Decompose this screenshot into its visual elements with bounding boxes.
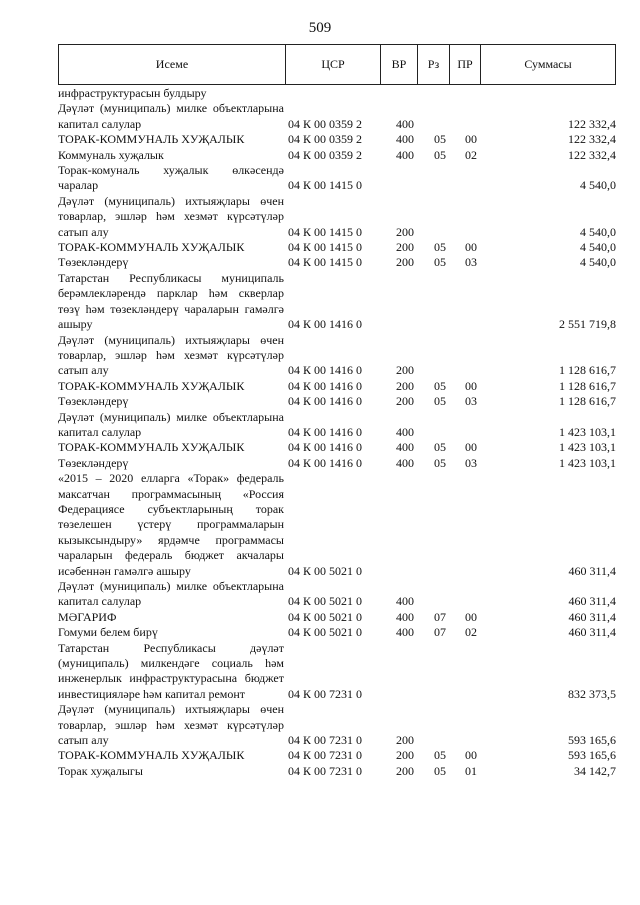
cell-rz: 07 — [434, 625, 446, 640]
cell-vr: 400 — [396, 132, 414, 147]
cell-csr: 04 К 00 5021 0 — [288, 609, 363, 624]
table-row — [58, 132, 618, 147]
table-row — [58, 101, 618, 132]
table-row — [58, 194, 618, 240]
table-row — [58, 271, 618, 333]
cell-vr: 200 — [396, 748, 414, 763]
cell-vr: 200 — [396, 733, 414, 748]
table-row — [58, 394, 618, 409]
table-row — [58, 255, 618, 270]
cell-sum: 4 540,0 — [580, 255, 616, 270]
table-row — [58, 702, 618, 748]
cell-rz: 05 — [434, 440, 446, 455]
cell-csr: 04 К 00 1416 0 — [288, 455, 363, 470]
table-row — [58, 240, 618, 255]
cell-csr: 04 К 00 0359 2 — [288, 147, 363, 162]
cell-sum: 4 540,0 — [580, 224, 616, 239]
cell-csr: 04 К 00 7231 0 — [288, 763, 363, 778]
table-row — [58, 641, 618, 703]
cell-rz: 05 — [434, 255, 446, 270]
cell-name: Коммуналь хуҗалык — [58, 147, 164, 162]
table-row — [58, 764, 618, 779]
cell-csr: 04 К 00 5021 0 — [288, 625, 363, 640]
cell-rz: 05 — [434, 455, 446, 470]
cell-csr: 04 К 00 1416 0 — [288, 378, 363, 393]
header-vr: ВР — [381, 45, 418, 84]
cell-csr: 04 К 00 1416 0 — [288, 394, 363, 409]
table-row — [58, 86, 618, 101]
cell-name: МӘГАРИФ — [58, 609, 117, 624]
cell-name: ТОРАК-КОММУНАЛЬ ХУҖАЛЫК — [58, 440, 245, 455]
cell-csr: 04 К 00 1416 0 — [288, 363, 363, 378]
cell-vr: 400 — [396, 594, 414, 609]
cell-name: инфраструктурасын булдыру — [58, 86, 207, 100]
cell-csr: 04 К 00 1416 0 — [288, 440, 363, 455]
cell-sum: 1 128 616,7 — [559, 394, 616, 409]
table-row — [58, 471, 618, 579]
cell-rz: 05 — [434, 132, 446, 147]
table-row — [58, 456, 618, 471]
table-row — [58, 148, 618, 163]
cell-csr: 04 К 00 7231 0 — [288, 748, 363, 763]
cell-sum: 4 540,0 — [580, 178, 616, 193]
cell-pr: 00 — [465, 440, 477, 455]
cell-vr: 400 — [396, 455, 414, 470]
cell-sum: 832 373,5 — [568, 686, 616, 701]
table-row — [58, 410, 618, 441]
cell-sum: 4 540,0 — [580, 240, 616, 255]
cell-sum: 1 423 103,1 — [559, 440, 616, 455]
table-row — [58, 333, 618, 379]
cell-name: Дәүләт (муниципаль) ихтыяҗлары өчен товарлар, эшләр һәм хезмәт күрсәтүләр сатып алу — [58, 702, 284, 748]
cell-sum: 122 332,4 — [568, 132, 616, 147]
cell-csr: 04 К 00 0359 2 — [288, 116, 363, 131]
cell-name: Татарстан Республикасы муниципаль берәмлекләрендә парклар һәм скверлар төзү һәм төзекләндерү чараларын гамәлгә ашыру — [58, 270, 284, 332]
cell-name: Дәүләт (муниципаль) ихтыяҗлары өчен товарлар, эшләр һәм хезмәт күрсәтүләр сатып алу — [58, 193, 284, 239]
cell-name: Татарстан Республикасы дәүләт (муниципаль) милкендәге социаль һәм инженерлык инфраструктурасына бюджет инвестицияләре һәм капитал ремонт — [58, 640, 284, 701]
cell-vr: 200 — [396, 363, 414, 378]
cell-vr: 200 — [396, 224, 414, 239]
table-row — [58, 163, 618, 194]
cell-name: ТОРАК-КОММУНАЛЬ ХУҖАЛЫК — [58, 132, 245, 147]
cell-sum: 460 311,4 — [568, 609, 616, 624]
page-number: 509 — [308, 20, 332, 36]
cell-name: ТОРАК-КОММУНАЛЬ ХУҖАЛЫК — [58, 240, 245, 255]
cell-rz: 05 — [434, 147, 446, 162]
cell-sum: 460 311,4 — [568, 563, 616, 578]
cell-vr: 400 — [396, 609, 414, 624]
table-row — [58, 379, 618, 394]
cell-csr: 04 К 00 1415 0 — [288, 178, 363, 193]
table-body — [58, 86, 618, 779]
cell-sum: 122 332,4 — [568, 147, 616, 162]
cell-sum: 1 128 616,7 — [559, 378, 616, 393]
cell-csr: 04 К 00 1415 0 — [288, 240, 363, 255]
cell-csr: 04 К 00 1415 0 — [288, 255, 363, 270]
cell-csr: 04 К 00 5021 0 — [288, 594, 363, 609]
cell-sum: 460 311,4 — [568, 625, 616, 640]
cell-pr: 00 — [465, 748, 477, 763]
cell-csr: 04 К 00 0359 2 — [288, 132, 363, 147]
cell-sum: 1 423 103,1 — [559, 455, 616, 470]
table-row — [58, 610, 618, 625]
cell-pr: 00 — [465, 240, 477, 255]
cell-sum: 34 142,7 — [574, 763, 616, 778]
cell-csr: 04 К 00 1416 0 — [288, 424, 363, 439]
cell-sum: 593 165,6 — [568, 748, 616, 763]
cell-vr: 200 — [396, 378, 414, 393]
cell-name: Төзекләндерү — [58, 255, 129, 270]
cell-name: Гомуми белем бирү — [58, 625, 158, 640]
cell-name: «2015 – 2020 елларга «Торак» федераль максатчан программасының «Россия Федерациясе субъектларының торак төзелешен үстерү программаларын кызыксындыру» ярдәмче программасы чараларын федераль бюджет акчалары исәбеннән гамәлгә ашыру — [58, 471, 284, 578]
cell-csr: 04 К 00 5021 0 — [288, 563, 363, 578]
cell-pr: 03 — [465, 394, 477, 409]
cell-sum: 460 311,4 — [568, 594, 616, 609]
cell-sum: 122 332,4 — [568, 116, 616, 131]
table-header — [58, 44, 616, 85]
cell-csr: 04 К 00 1416 0 — [288, 317, 363, 332]
cell-pr: 03 — [465, 455, 477, 470]
cell-vr: 200 — [396, 394, 414, 409]
cell-rz: 05 — [434, 394, 446, 409]
cell-sum: 593 165,6 — [568, 733, 616, 748]
cell-rz: 05 — [434, 748, 446, 763]
table-row — [58, 579, 618, 610]
cell-pr: 00 — [465, 378, 477, 393]
cell-pr: 00 — [465, 609, 477, 624]
cell-pr: 02 — [465, 147, 477, 162]
cell-name: Төзекләндерү — [58, 455, 129, 470]
cell-name: Дәүләт (муниципаль) милке объектларына капитал салулар — [58, 579, 284, 609]
cell-name: ТОРАК-КОММУНАЛЬ ХУҖАЛЫК — [58, 748, 245, 763]
table-row — [58, 748, 618, 763]
cell-vr: 400 — [396, 625, 414, 640]
cell-name: Дәүләт (муниципаль) милке объектларына капитал салулар — [58, 409, 284, 439]
header-rz: Рз — [418, 45, 450, 84]
header-csr: ЦСР — [286, 45, 381, 84]
cell-sum: 1 423 103,1 — [559, 424, 616, 439]
cell-name: ТОРАК-КОММУНАЛЬ ХУҖАЛЫК — [58, 378, 245, 393]
cell-pr: 02 — [465, 625, 477, 640]
cell-name: Төзекләндерү — [58, 394, 129, 409]
cell-vr: 200 — [396, 240, 414, 255]
cell-name: Торак хуҗалыгы — [58, 763, 143, 778]
cell-vr: 400 — [396, 440, 414, 455]
cell-vr: 200 — [396, 255, 414, 270]
header-sum: Суммасы — [524, 57, 572, 71]
cell-name: Дәүләт (муниципаль) ихтыяҗлары өчен товарлар, эшләр һәм хезмәт күрсәтүләр сатып алу — [58, 332, 284, 378]
cell-name: Торак-комуналь хуҗалык өлкәсендә чаралар — [58, 163, 284, 193]
cell-csr: 04 К 00 1415 0 — [288, 224, 363, 239]
cell-vr: 400 — [396, 424, 414, 439]
cell-sum: 1 128 616,7 — [559, 363, 616, 378]
cell-name: Дәүләт (муниципаль) милке объектларына капитал салулар — [58, 101, 284, 131]
cell-vr: 400 — [396, 147, 414, 162]
cell-pr: 03 — [465, 255, 477, 270]
cell-rz: 05 — [434, 763, 446, 778]
header-name: Исеме — [59, 45, 286, 84]
cell-csr: 04 К 00 7231 0 — [288, 733, 363, 748]
cell-rz: 05 — [434, 240, 446, 255]
table-row — [58, 440, 618, 455]
header-pr: ПР — [450, 45, 481, 84]
cell-vr: 200 — [396, 763, 414, 778]
cell-pr: 01 — [465, 763, 477, 778]
cell-pr: 00 — [465, 132, 477, 147]
cell-rz: 07 — [434, 609, 446, 624]
cell-rz: 05 — [434, 378, 446, 393]
cell-vr: 400 — [396, 116, 414, 131]
cell-sum: 2 551 719,8 — [559, 317, 616, 332]
cell-csr: 04 К 00 7231 0 — [288, 686, 363, 701]
table-row — [58, 625, 618, 640]
